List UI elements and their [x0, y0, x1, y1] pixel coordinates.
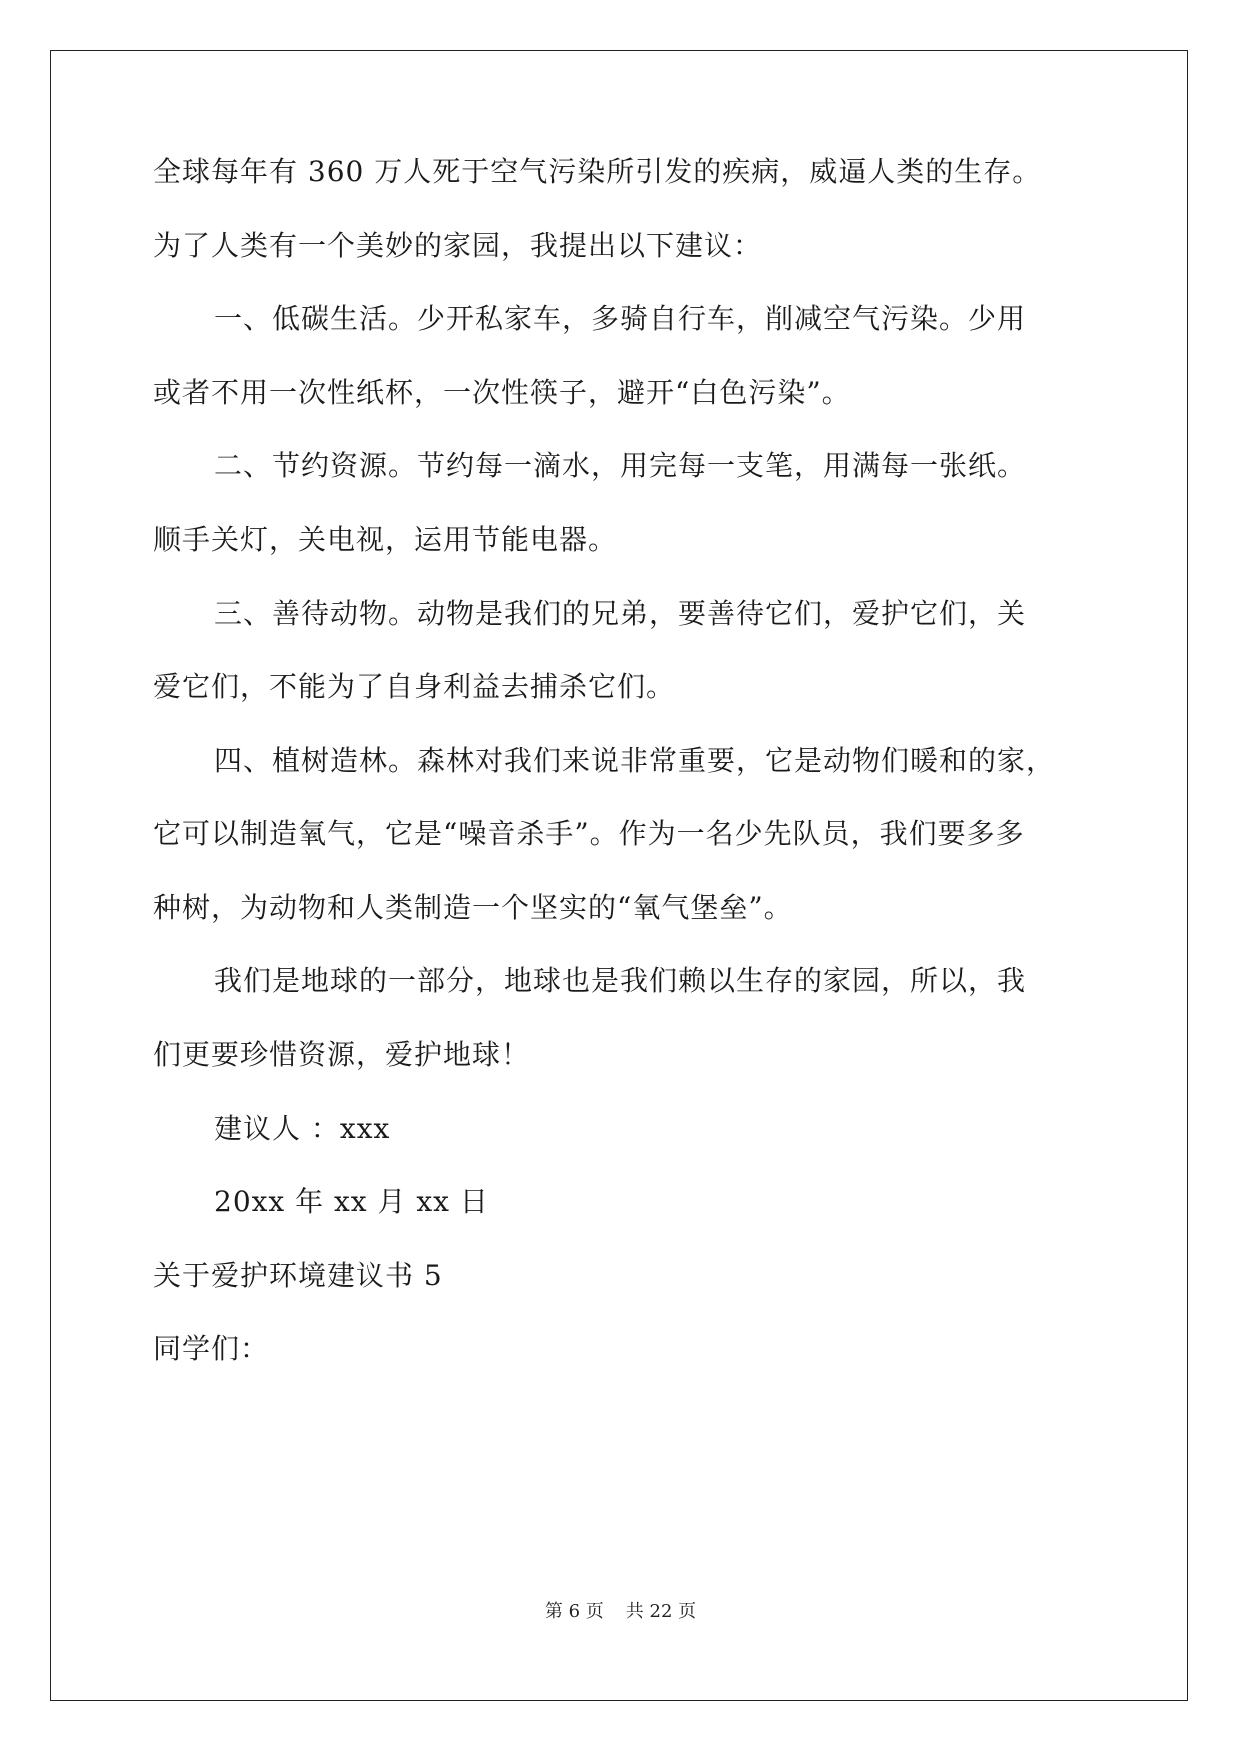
- body-line: 三、善待动物。动物是我们的兄弟，要善待它们，爱护它们，关: [214, 597, 1027, 630]
- page-footer: [0, 1600, 1241, 1624]
- body-line: 为了人类有一个美妙的家园，我提出以下建议：: [153, 229, 763, 262]
- body-line: 或者不用一次性纸杯，一次性筷子，避开“白色污染”。: [153, 376, 851, 409]
- page-number: 第 6 页: [544, 1601, 604, 1622]
- body-line: 全球每年有 360 万人死于空气污染所引发的疾病，威逼人类的生存。: [153, 155, 1042, 188]
- body-line: 一、低碳生活。少开私家车，多骑自行车，削减空气污染。少用: [214, 302, 1027, 335]
- body-line: 我们是地球的一部分，地球也是我们赖以生存的家园，所以，我: [214, 964, 1027, 997]
- body-line: 顺手关灯，关电视，运用节能电器。: [153, 523, 618, 556]
- page-border: [50, 50, 1188, 1701]
- section-heading: 关于爱护环境建议书 5: [153, 1259, 443, 1292]
- body-line: 爱它们，不能为了自身利益去捕杀它们。: [153, 670, 676, 703]
- body-line: 它可以制造氧气，它是“噪音杀手”。作为一名少先队员，我们要多多: [153, 817, 1025, 850]
- signature-line: 建议人 ：xxx: [214, 1112, 391, 1145]
- date-line: 20xx 年 xx 月 xx 日: [214, 1185, 489, 1218]
- body-line: 二、节约资源。节约每一滴水，用完每一支笔，用满每一张纸。: [214, 449, 1027, 482]
- body-line: 种树，为动物和人类制造一个坚实的“氧气堡垒”。: [153, 891, 793, 924]
- body-line: 们更要珍惜资源，爱护地球！: [153, 1038, 531, 1071]
- salutation-line: 同学们：: [153, 1332, 270, 1365]
- body-line: 四、植树造林。森林对我们来说非常重要，它是动物们暖和的家，: [214, 744, 1056, 777]
- page-total: 共 22 页: [625, 1601, 697, 1622]
